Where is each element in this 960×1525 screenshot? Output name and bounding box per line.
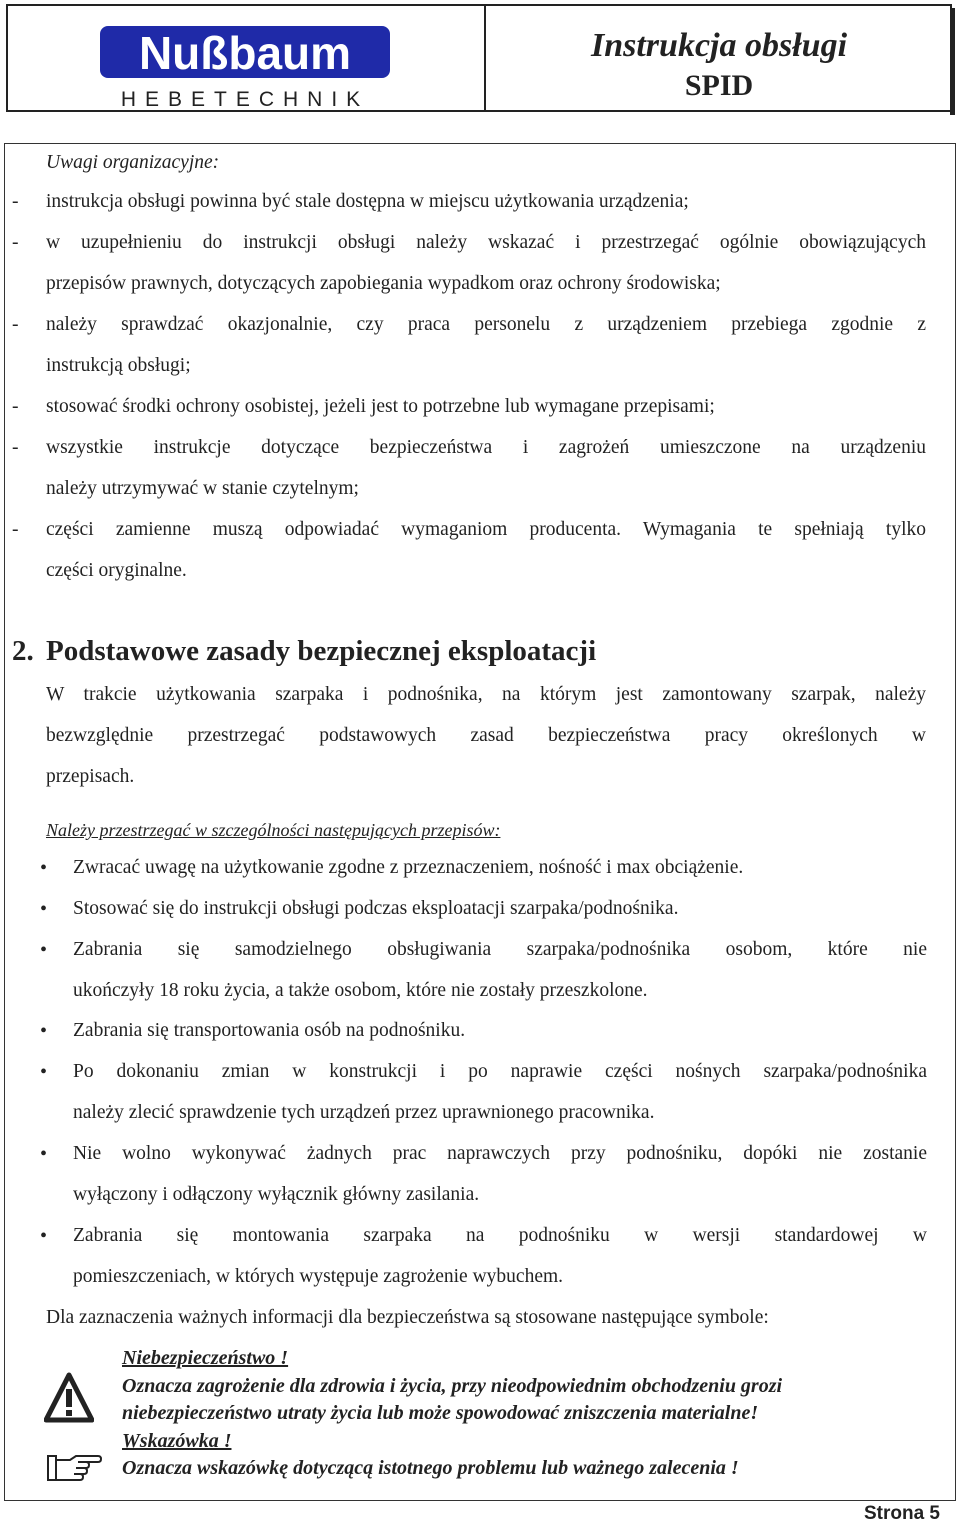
page-header [6, 4, 952, 112]
warning-triangle-icon [44, 1372, 94, 1424]
rule-line: Zabrania się samodzielnego obsługiwania szarpaka/podnośnika osobom, które nie [73, 939, 927, 960]
bullet: • [40, 898, 48, 920]
header-shadow [950, 8, 955, 115]
header-title-box [486, 6, 952, 110]
danger-title: Niebezpieczeństwo ! [122, 1347, 289, 1369]
dash: - [12, 396, 19, 417]
dash: - [12, 232, 19, 253]
dash: - [12, 519, 19, 540]
bullet: • [40, 1143, 48, 1165]
dash: - [12, 314, 19, 335]
pointing-hand-icon [46, 1452, 102, 1484]
org-note-line: wszystkie instrukcje dotyczące bezpieczeństwa i zagrożeń umieszczone na urządzeniu [46, 437, 926, 458]
org-note-line: należy sprawdzać okazjonalnie, czy praca personelu z urządzeniem przebiega zgodnie z [46, 314, 926, 335]
danger-text-line: niebezpieczeństwo utraty życia lub może spowodować zniszczenia materialne! [122, 1402, 759, 1424]
org-note-line: części zamienne muszą odpowiadać wymaganiom producenta. Wymagania te spełniają tylko [46, 519, 926, 540]
section-number: 2. [12, 635, 34, 667]
page-number: Strona 5 [863, 1503, 940, 1524]
bullet: • [40, 939, 48, 961]
bullet: • [40, 1225, 48, 1247]
org-note-line: części oryginalne. [46, 560, 187, 581]
document-subtitle: SPID [684, 69, 754, 102]
rule-line: Po dokonaniu zmian w konstrukcji i po naprawie części nośnych szarpaka/podnośnika [73, 1061, 927, 1082]
rule-line: Stosować się do instrukcji obsługi podczas eksploatacji szarpaka/podnośnika. [73, 898, 679, 919]
bullet: • [40, 857, 48, 879]
hint-text: Oznacza wskazówkę dotyczącą istotnego problemu lub ważnego zalecenia ! [122, 1457, 739, 1479]
org-note-line: instrukcją obsługi; [46, 355, 191, 376]
rule-line: Zwracać uwagę na użytkowanie zgodne z przeznaczeniem, nośność i max obciążenie. [73, 857, 744, 878]
rule-line: Zabrania się montowania szarpaka na podnośniku w wersji standardowej w [73, 1225, 927, 1246]
org-note-line: stosować środki ochrony osobistej, jeżeli jest to potrzebne lub wymagane przepisami; [46, 396, 715, 417]
org-notes-heading: Uwagi organizacyjne: [46, 152, 220, 173]
bullet: • [40, 1020, 48, 1042]
org-note-line: instrukcja obsługi powinna być stale dostępna w miejscu użytkowania urządzenia; [46, 191, 689, 212]
hint-title: Wskazówka ! [122, 1430, 232, 1452]
rule-line: ukończyły 18 roku życia, a także osobom, które nie zostały przeszkolone. [73, 980, 648, 1001]
section-intro-line: W trakcie użytkowania szarpaka i podnośnika, na którym jest zamontowany szarpak, należy [46, 684, 926, 705]
danger-text-line: Oznacza zagrożenie dla zdrowia i życia, przy nieodpowiednim obchodzeniu grozi [122, 1375, 783, 1397]
document-title: Instrukcja obsługi [590, 27, 848, 64]
rule-line: należy zlecić sprawdzenie tych urządzeń przez uprawnionego pracownika. [73, 1102, 655, 1123]
rule-line: pomieszczeniach, w których występuje zagrożenie wybuchem. [73, 1266, 564, 1287]
logo-main-text: Nußbaum [138, 27, 352, 79]
bullet: • [40, 1061, 48, 1083]
section-intro-line: bezwzględnie przestrzegać podstawowych zasad bezpieczeństwa pracy określonych w [46, 725, 926, 746]
rule-line: Nie wolno wykonywać żadnych prac naprawczych przy podnośniku, dopóki nie zostanie [73, 1143, 927, 1164]
rule-line: wyłączony i odłączony wyłącznik główny zasilania. [73, 1184, 480, 1205]
rule-line: Zabrania się transportowania osób na podnośniku. [73, 1020, 466, 1041]
dash: - [12, 437, 19, 458]
symbols-intro: Dla zaznaczenia ważnych informacji dla bezpieczeństwa są stosowane następujące symbole: [46, 1307, 769, 1328]
nussbaum-logo [96, 20, 396, 110]
logo-sub-text: HEBETECHNIK [120, 88, 370, 110]
section-title: Podstawowe zasady bezpiecznej eksploatacji [46, 635, 597, 667]
org-note-line: w uzupełnieniu do instrukcji obsługi należy wskazać i przestrzegać ogólnie obowiązujących [46, 232, 926, 253]
org-note-line: należy utrzymywać w stanie czytelnym; [46, 478, 359, 499]
org-note-line: przepisów prawnych, dotyczących zapobiegania wypadkom oraz ochrony środowiska; [46, 273, 721, 294]
section-intro-line: przepisach. [46, 766, 135, 787]
dash: - [12, 191, 19, 212]
rules-heading: Należy przestrzegać w szczególności następujących przepisów: [46, 820, 501, 840]
